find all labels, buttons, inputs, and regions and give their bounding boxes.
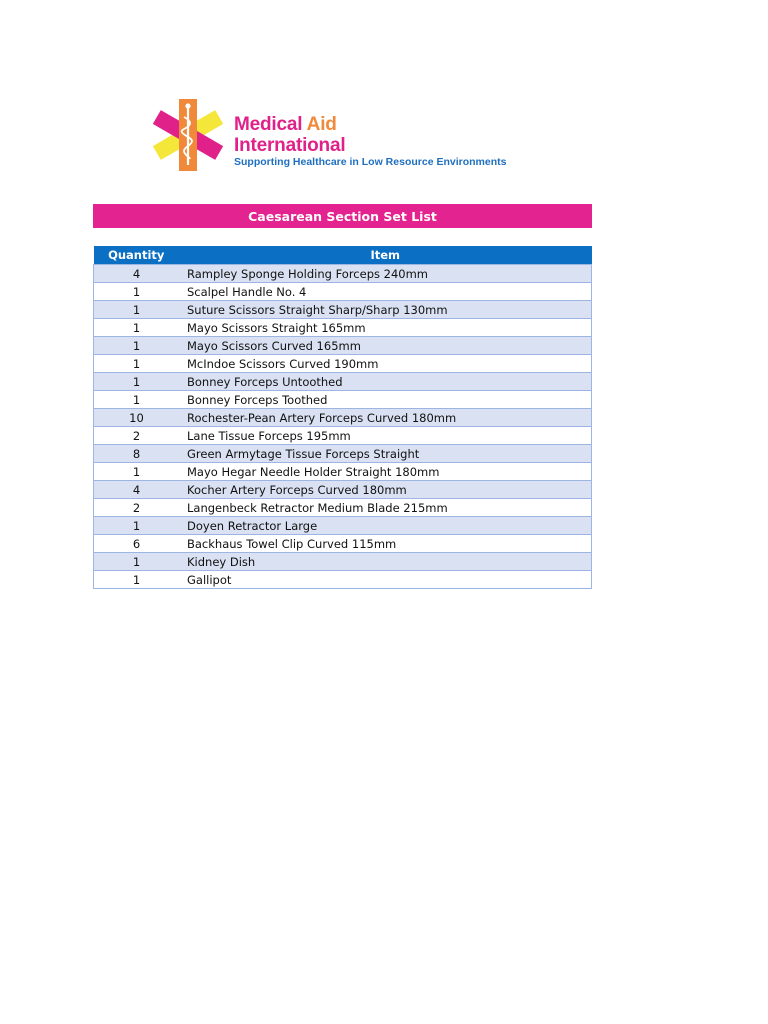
item-cell: Kocher Artery Forceps Curved 180mm xyxy=(179,481,592,499)
table-row xyxy=(94,355,592,373)
quantity-cell: 1 xyxy=(94,571,180,589)
quantity-cell: 1 xyxy=(94,391,180,409)
table-row xyxy=(94,301,592,319)
item-cell: Kidney Dish xyxy=(179,553,592,571)
table-row xyxy=(94,337,592,355)
table-row xyxy=(94,409,592,427)
table-row xyxy=(94,481,592,499)
item-column-header: Item xyxy=(179,246,592,265)
quantity-column-header: Quantity xyxy=(94,246,180,265)
brand-tagline: Supporting Healthcare in Low Resource Environments xyxy=(234,156,507,168)
item-cell: Mayo Scissors Straight 165mm xyxy=(179,319,592,337)
quantity-cell: 10 xyxy=(94,409,180,427)
quantity-cell: 1 xyxy=(94,283,180,301)
quantity-cell: 1 xyxy=(94,373,180,391)
table-row xyxy=(94,535,592,553)
quantity-cell: 1 xyxy=(94,301,180,319)
set-list-table xyxy=(93,246,592,589)
item-cell: Gallipot xyxy=(179,571,592,589)
table-row xyxy=(94,499,592,517)
item-cell: Mayo Hegar Needle Holder Straight 180mm xyxy=(179,463,592,481)
table-row xyxy=(94,553,592,571)
item-cell: Rampley Sponge Holding Forceps 240mm xyxy=(179,265,592,283)
quantity-cell: 2 xyxy=(94,499,180,517)
set-list-title: Caesarean Section Set List xyxy=(93,204,592,228)
quantity-cell: 1 xyxy=(94,463,180,481)
table-row xyxy=(94,571,592,589)
table-header-row xyxy=(94,246,592,265)
table-row xyxy=(94,463,592,481)
item-cell: Green Armytage Tissue Forceps Straight xyxy=(179,445,592,463)
item-cell: Mayo Scissors Curved 165mm xyxy=(179,337,592,355)
quantity-cell: 1 xyxy=(94,355,180,373)
quantity-cell: 1 xyxy=(94,553,180,571)
item-cell: Scalpel Handle No. 4 xyxy=(179,283,592,301)
table-row xyxy=(94,427,592,445)
brand-name-line1: Medical Aid xyxy=(234,114,337,135)
table-row xyxy=(94,517,592,535)
table-row xyxy=(94,265,592,283)
item-cell: Rochester-Pean Artery Forceps Curved 180mm xyxy=(179,409,592,427)
star-of-life-logo-icon xyxy=(150,98,230,178)
table-row xyxy=(94,319,592,337)
item-cell: Suture Scissors Straight Sharp/Sharp 130mm xyxy=(179,301,592,319)
quantity-cell: 2 xyxy=(94,427,180,445)
quantity-cell: 1 xyxy=(94,337,180,355)
item-cell: Langenbeck Retractor Medium Blade 215mm xyxy=(179,499,592,517)
item-cell: Bonney Forceps Toothed xyxy=(179,391,592,409)
table-row xyxy=(94,445,592,463)
quantity-cell: 6 xyxy=(94,535,180,553)
quantity-cell: 8 xyxy=(94,445,180,463)
item-cell: Backhaus Towel Clip Curved 115mm xyxy=(179,535,592,553)
table-row xyxy=(94,391,592,409)
quantity-cell: 1 xyxy=(94,517,180,535)
item-cell: McIndoe Scissors Curved 190mm xyxy=(179,355,592,373)
item-cell: Lane Tissue Forceps 195mm xyxy=(179,427,592,445)
quantity-cell: 4 xyxy=(94,481,180,499)
brand-name-line2: International xyxy=(234,135,346,156)
item-cell: Bonney Forceps Untoothed xyxy=(179,373,592,391)
medical-aid-international-logo xyxy=(150,98,530,178)
item-cell: Doyen Retractor Large xyxy=(179,517,592,535)
table-row xyxy=(94,283,592,301)
quantity-cell: 1 xyxy=(94,319,180,337)
table-row xyxy=(94,373,592,391)
quantity-cell: 4 xyxy=(94,265,180,283)
